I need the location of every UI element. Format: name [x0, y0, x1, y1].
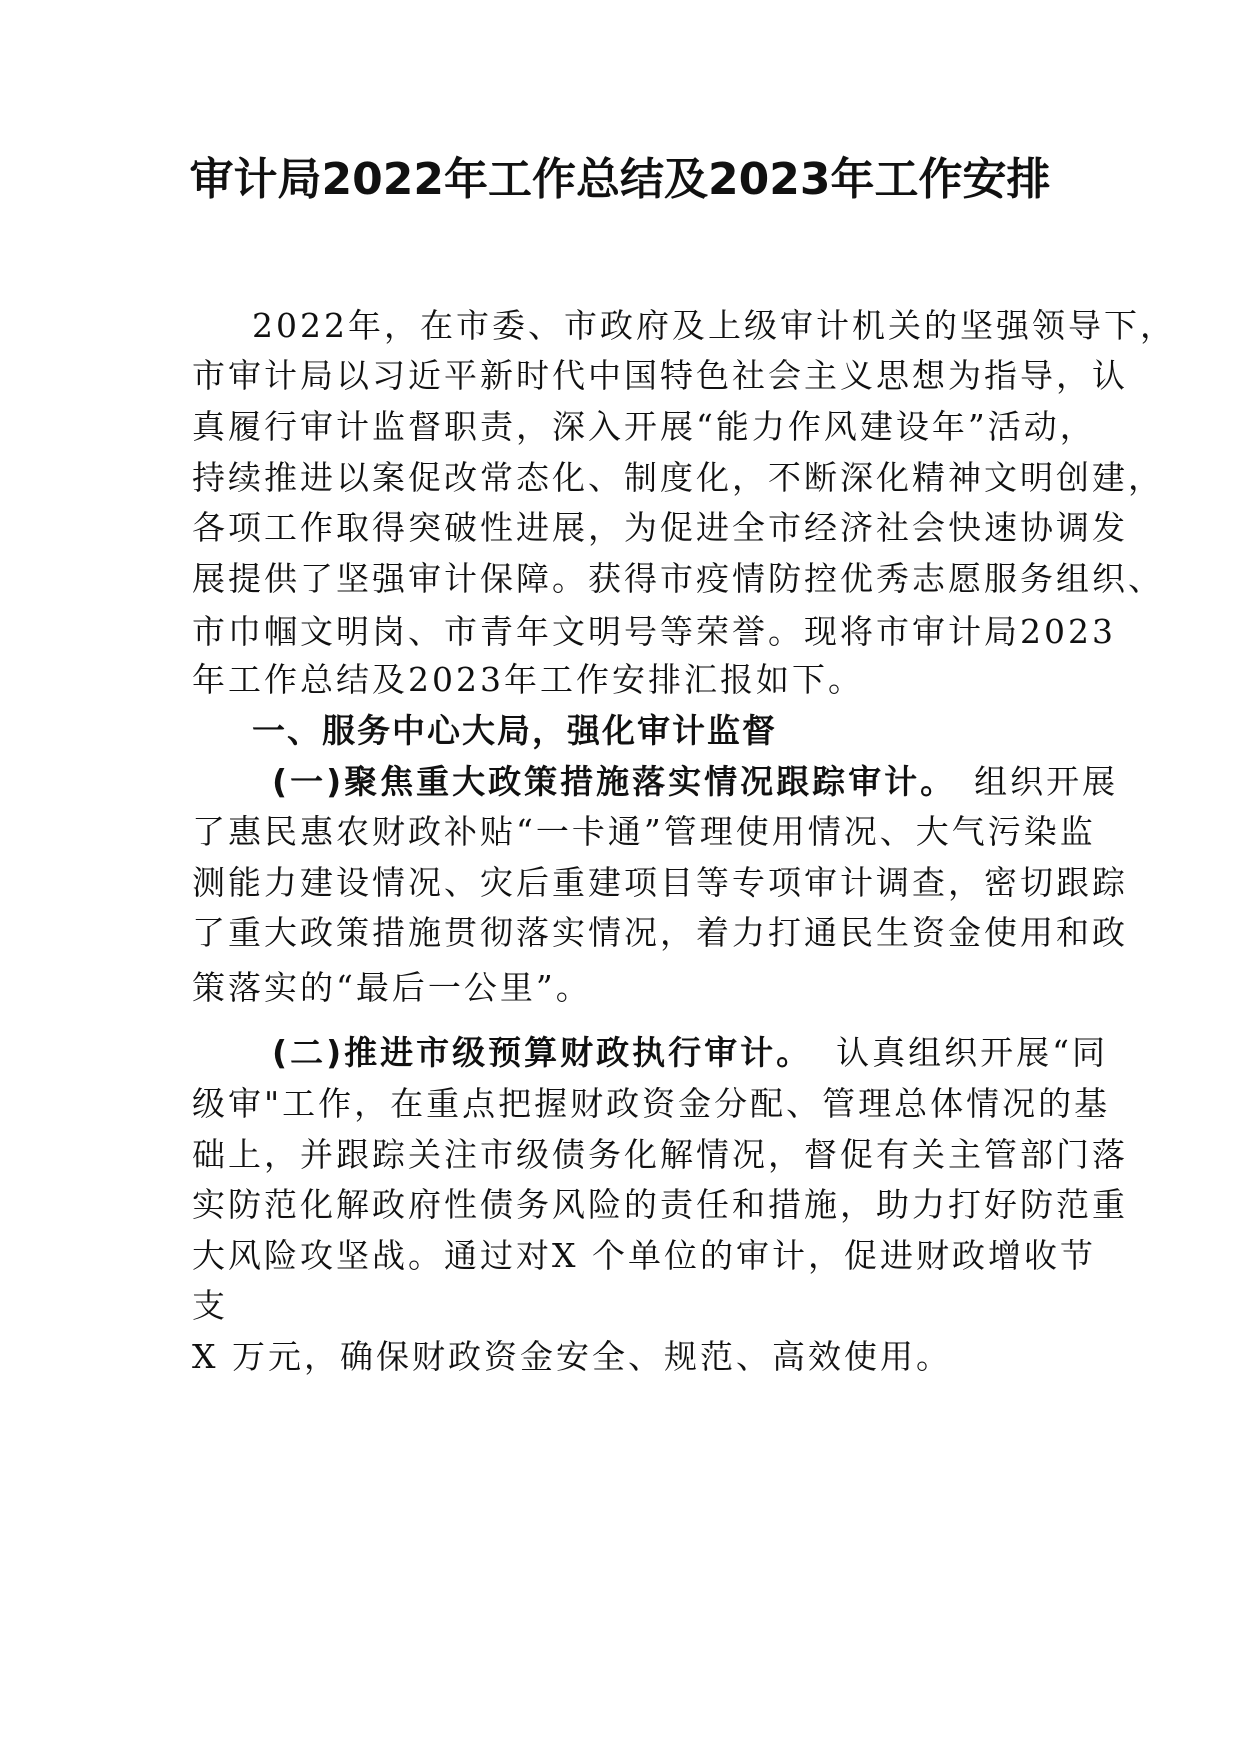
paragraph-line: 了惠民惠农财政补贴“一卡通”管理使用情况、大气污染监 — [192, 812, 1096, 851]
intro-line: 各项工作取得突破性进展，为促进全市经济社会快速协调发 — [192, 508, 1128, 547]
subsection-first-line — [272, 1033, 1108, 1073]
intro-line: 展提供了坚强审计保障。获得市疫情防控优秀志愿服务组织、 — [192, 559, 1164, 598]
paragraph-line: 测能力建设情况、灾后重建项目等专项审计调查，密切跟踪 — [192, 863, 1128, 902]
paragraph-line: 级审"工作，在重点把握财政资金分配、管理总体情况的基 — [192, 1084, 1111, 1123]
subsection-first-line — [272, 762, 1118, 802]
subsection-text: 认真组织开展“同 — [836, 1033, 1109, 1072]
section-heading: 一、服务中心大局，强化审计监督 — [252, 711, 777, 750]
intro-line: 市巾帼文明岗、市青年文明号等荣誉。现将市审计局2023 — [192, 612, 1116, 651]
subsection-text: 组织开展 — [974, 762, 1119, 801]
paragraph-line: X 万元，确保财政资金安全、规范、高效使用。 — [192, 1337, 952, 1376]
intro-line: 持续推进以案促改常态化、制度化，不断深化精神文明创建， — [192, 458, 1164, 497]
paragraph-line: 实防范化解政府性债务风险的责任和措施，助力打好防范重 — [192, 1185, 1128, 1224]
paragraph-line: 策落实的“最后一公里”。 — [192, 968, 592, 1007]
paragraph-line: 支 — [192, 1286, 228, 1325]
intro-line: 真履行审计监督职责，深入开展“能力作风建设年”活动， — [192, 407, 1096, 446]
subsection-heading: (一)聚焦重大政策措施落实情况跟踪审计。 — [272, 762, 957, 801]
intro-line: 市审计局以习近平新时代中国特色社会主义思想为指导，认 — [192, 356, 1128, 395]
document-title: 审计局2022年工作总结及2023年工作安排 — [189, 154, 1051, 205]
paragraph-line: 大风险攻坚战。通过对X 个单位的审计，促进财政增收节 — [192, 1236, 1096, 1275]
intro-line: 年工作总结及2023年工作安排汇报如下。 — [192, 660, 864, 699]
intro-line: 2022年，在市委、市政府及上级审计机关的坚强领导下， — [252, 306, 1176, 345]
subsection-heading: (二)推进市级预算财政执行审计。 — [272, 1033, 813, 1072]
paragraph-line: 了重大政策措施贯彻落实情况，着力打通民生资金使用和政 — [192, 913, 1128, 952]
paragraph-line: 础上，并跟踪关注市级债务化解情况，督促有关主管部门落 — [192, 1135, 1128, 1174]
